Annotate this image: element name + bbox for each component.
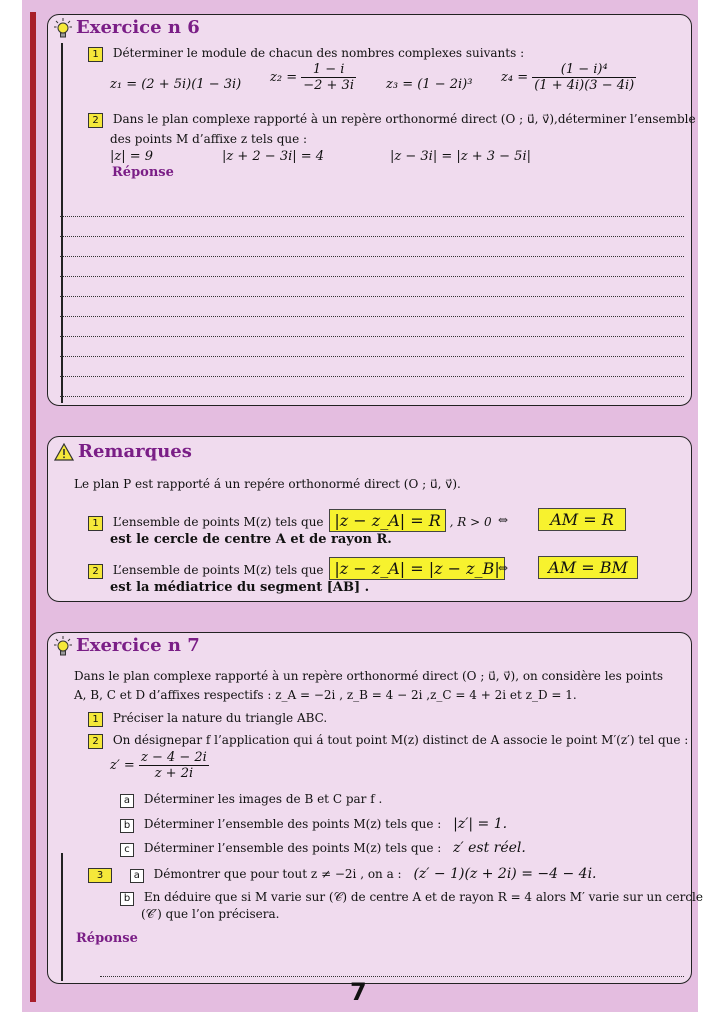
ex7-q2 xyxy=(88,733,688,749)
subquestion-label: b xyxy=(120,892,134,906)
ex7-q3a-text: Démontrer que pour tout z ≠ −2i , on a : xyxy=(153,867,402,881)
equivalence-arrow: ⇔ xyxy=(498,561,509,575)
condition-1: |z| = 9 xyxy=(110,149,154,164)
ex7-intro-a: Dans le plan complexe rapporté à un repère orthonormé direct (O ; u⃗, v⃗), on considère les points xyxy=(74,669,664,683)
z2-fraction xyxy=(301,62,356,93)
answer-line xyxy=(60,216,684,217)
ex6-q2 xyxy=(88,112,696,128)
answer-line xyxy=(60,236,684,237)
exercise-7-title: Exercice n 7 xyxy=(76,635,200,656)
condition-3: |z − 3i| = |z + 3 − 5i| xyxy=(390,149,531,164)
zprime-fraction xyxy=(139,750,209,781)
remark-2-conclusion: est la médiatrice du segment [AB] . xyxy=(110,580,370,595)
ex6-q2-text: Dans le plan complexe rapporté à un repère orthonormé direct (O ; u⃗, v⃗),déterminer l’ensemble xyxy=(112,112,696,126)
ex7-q3b-text: En déduire que si M varie sur (𝒞) de centre A et de rayon R = 4 alors M′ varie sur un cercle xyxy=(143,890,703,904)
question-number: 1 xyxy=(88,712,103,727)
ex7-q2b-text: Déterminer l’ensemble des points M(z) tels que : xyxy=(143,817,442,831)
exercise-6-title: Exercice n 6 xyxy=(76,17,200,38)
answer-line xyxy=(60,376,684,377)
ex7-q2a xyxy=(120,792,382,808)
ex7-q2c xyxy=(120,840,526,857)
remark-1-text: L’ensemble de points M(z) tels que xyxy=(112,515,324,529)
question-number: 2 xyxy=(88,734,103,749)
remark-1-equation: |z − z_A| = R xyxy=(329,509,445,532)
ex7-q2b-equation: |z′| = 1. xyxy=(453,816,508,832)
ex7-q2c-text: Déterminer l’ensemble des points M(z) tels que : xyxy=(143,841,442,855)
ex7-q1-text: Préciser la nature du triangle ABC. xyxy=(112,711,328,725)
ex6-q1-text: Déterminer le module de chacun des nombres complexes suivants : xyxy=(112,46,525,60)
z2-denominator: −2 + 3i xyxy=(303,78,354,93)
remark-2-result: AM = BM xyxy=(538,556,638,579)
remark-number: 1 xyxy=(88,516,103,531)
ex7-q3b-text-b: (𝒞′) que l’on précisera. xyxy=(141,907,280,921)
page-number: 7 xyxy=(350,978,367,1006)
remarks-title: Remarques xyxy=(78,441,192,462)
exercise-7-box xyxy=(47,632,703,984)
zprime-lhs: z′ = xyxy=(110,758,135,773)
remark-1-condition: , R > 0 xyxy=(449,515,492,529)
answer-line xyxy=(60,256,684,257)
answer-line xyxy=(60,356,684,357)
response-label: Réponse xyxy=(76,931,138,946)
exercise-6-box xyxy=(47,14,696,406)
condition-2: |z + 2 − 3i| = 4 xyxy=(222,149,325,164)
z3-expression: z₃ = (1 − 2i)³ xyxy=(386,77,473,92)
ex7-q1 xyxy=(88,711,327,727)
z2-numerator: 1 − i xyxy=(301,62,356,78)
z2-lhs: z₂ = xyxy=(270,70,298,85)
ex7-q3a-equation: (z′ − 1)(z + 2i) = −4 − 4i. xyxy=(413,866,597,882)
question-number: 2 xyxy=(88,113,103,128)
remarks-header xyxy=(54,441,192,462)
ex7-q3b xyxy=(120,890,703,906)
remark-number: 2 xyxy=(88,564,103,579)
box-rule xyxy=(61,43,63,403)
lightbulb-icon xyxy=(54,636,72,656)
margin-bar xyxy=(30,12,36,1002)
z4-lhs: z₄ = xyxy=(501,70,529,85)
subquestion-label: a xyxy=(120,794,134,808)
remark-2-equation: |z − z_A| = |z − z_B| xyxy=(329,557,504,580)
ex7-q2c-equation: z′ est réel. xyxy=(453,840,526,856)
remark-1-result: AM = R xyxy=(538,508,626,531)
response-label: Réponse xyxy=(112,165,174,180)
exercise-7-header xyxy=(54,635,200,656)
remarks-intro: Le plan P est rapporté á un repére orthonormé direct (O ; u⃗, v⃗). xyxy=(74,477,461,491)
z1-expression: z₁ = (2 + 5i)(1 − 3i) xyxy=(110,77,242,92)
answer-line xyxy=(60,396,684,397)
answer-line xyxy=(60,276,684,277)
ex7-q3 xyxy=(88,866,597,883)
answer-line xyxy=(60,296,684,297)
answer-line xyxy=(100,976,684,977)
equivalence-arrow: ⇔ xyxy=(498,513,509,527)
box-rule xyxy=(61,853,63,981)
exercise-6-header xyxy=(54,17,200,38)
z4-numerator: (1 − i)⁴ xyxy=(532,62,636,78)
lightbulb-icon xyxy=(54,18,72,38)
z4-denominator: (1 + 4i)(3 − 4i) xyxy=(534,78,635,93)
ex7-q2b xyxy=(120,816,507,833)
ex7-q2-text: On désignepar f l’application qui á tout point M(z) distinct de A associe le point M′(z′) tel que : xyxy=(112,733,689,747)
question-number: 1 xyxy=(88,47,103,62)
ex6-q1 xyxy=(88,46,524,62)
answer-line xyxy=(60,336,684,337)
z4-fraction xyxy=(532,62,636,93)
ex7-intro-b: A, B, C et D d’affixes respectifs : z_A = −2i , z_B = 4 − 2i ,z_C = 4 + 2i et z_D = 1. xyxy=(74,688,577,702)
warning-icon xyxy=(54,443,74,461)
z2-expression xyxy=(270,62,356,93)
zprime-definition xyxy=(110,750,209,781)
answer-line xyxy=(60,316,684,317)
zprime-denominator: z + 2i xyxy=(154,766,194,781)
remark-1-conclusion: est le cercle de centre A et de rayon R. xyxy=(110,532,392,547)
z4-expression xyxy=(501,62,636,93)
zprime-numerator: z − 4 − 2i xyxy=(140,750,207,765)
remark-2 xyxy=(88,559,505,579)
remarks-box xyxy=(47,436,692,602)
question-number: 3 xyxy=(88,868,112,883)
remark-1 xyxy=(88,511,492,531)
subquestion-label: a xyxy=(130,869,144,883)
remark-2-text: L’ensemble de points M(z) tels que xyxy=(112,563,324,577)
ex6-q2-text-b: des points M d’affixe z tels que : xyxy=(110,132,308,146)
ex7-q2a-text: Déterminer les images de B et C par f . xyxy=(143,792,383,806)
subquestion-label: c xyxy=(120,843,134,857)
subquestion-label: b xyxy=(120,819,134,833)
